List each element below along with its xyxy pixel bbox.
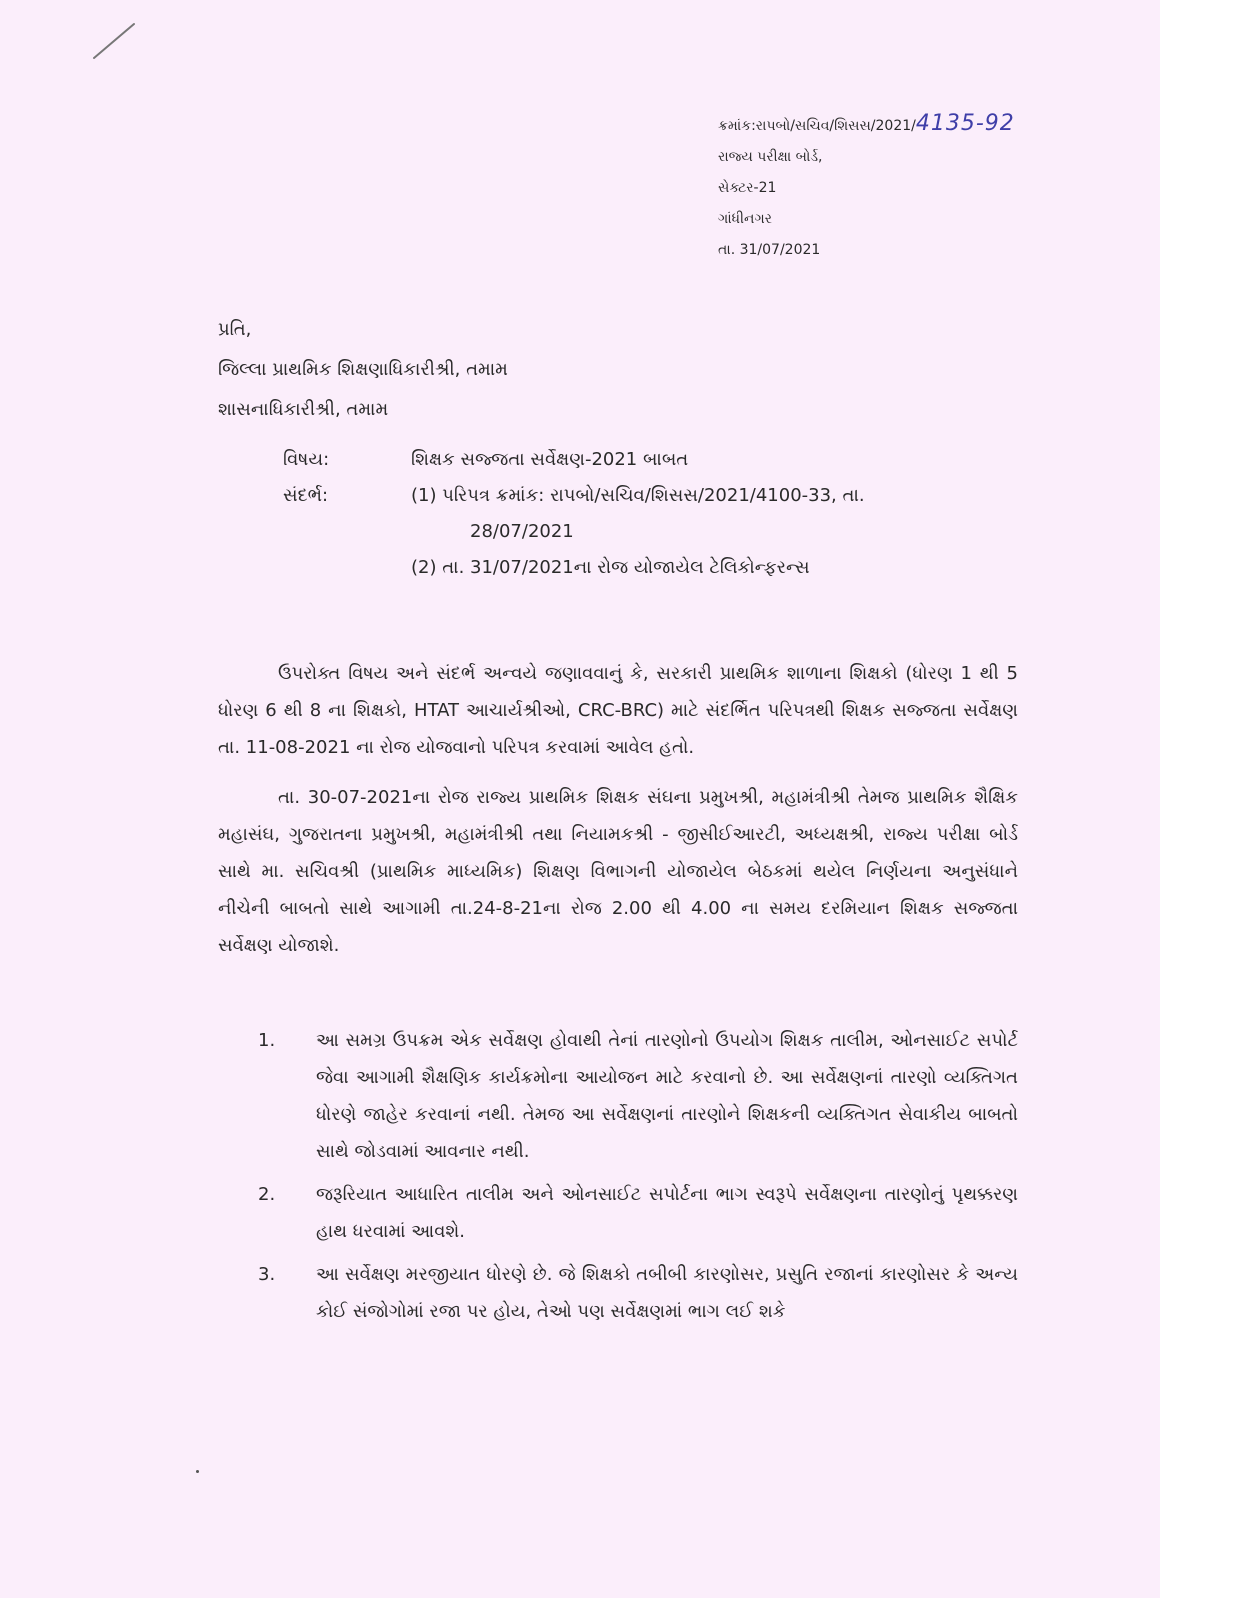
letter-body [218, 655, 1018, 1336]
list-item-text: આ સમગ્ર ઉપક્રમ એક સર્વેક્ષણ હોવાથી તેનાં તારણોનો ઉપયોગ શિક્ષક તાલીમ, ઓનસાઈટ સપોર્ટ જેવા આગામી શૈક્ષણિક કાર્યક્રમોના આયોજન માટે કરવાનો છે. આ સર્વેક્ષણનાં તારણો વ્યક્તિગત ધોરણે જાહેર કરવાનાં નથી. તેમજ આ સર્વેક્ષણનાં તારણોને શિક્ષકની વ્યક્તિગત સેવાકીય બાબતો સાથે જોડવામાં આવનાર નથી. [316, 1030, 1018, 1162]
list-item-text: આ સર્વેક્ષણ મરજીયાત ધોરણે છે. જે શિક્ષકો તબીબી કારણોસર, પ્રસુતિ રજાનાં કારણોસર કે અન્ય કોઈ સંજોગોમાં રજા પર હોય, તેઓ પણ સર્વેક્ષણમાં ભાગ લઈ શકે [316, 1264, 1018, 1322]
list-item [258, 1176, 1018, 1250]
list-item-number: 1. [258, 1030, 276, 1051]
subject-text: શિક્ષક સજ્જતા સર્વેક્ષણ-2021 બાબત [411, 449, 689, 470]
body-paragraph-1: ઉપરોક્ત વિષય અને સંદર્ભ અન્વયે જણાવવાનું કે, સરકારી પ્રાથમિક શાળાના શિક્ષકો (ધોરણ 1 થી 5 ધોરણ 6 થી 8 ના શિક્ષકો, HTAT આચાર્યશ્રીઓ, CRC-BRC) માટે સંદર્ભિત પરિપત્રથી શિક્ષક સજ્જતા સર્વેક્ષણ તા. 11-08-2021 ના રોજ યોજવાનો પરિપત્ર કરવામાં આવેલ હતો. [218, 663, 1018, 758]
subject-row [283, 442, 1043, 478]
reference-row-1 [283, 478, 1043, 514]
recipient-block [218, 310, 508, 430]
letter-date: તા. 31/07/2021 [718, 242, 821, 258]
reference-label: ક્રમાંક:રાપબો/સચિવ/શિસસ/2021/ [718, 118, 916, 134]
pen-stroke-mark [92, 22, 136, 60]
recipient-line-1: જિલ્લા પ્રાથમિક શિક્ષણાધિકારીશ્રી, તમામ [218, 359, 508, 380]
list-item [258, 1022, 1018, 1170]
scan-speck [196, 1470, 199, 1473]
letter-header [718, 108, 1138, 266]
list-item-number: 2. [258, 1184, 276, 1205]
reference-label-sandarbh: સંદર્ભ: [283, 485, 329, 506]
numbered-list [218, 1022, 1018, 1330]
reference-1-text: (1) પરિપત્ર ક્રમાંક: રાપબો/સચિવ/શિસસ/2021/4100-33, તા. [411, 485, 865, 506]
list-item [258, 1256, 1018, 1330]
reference-row-2 [283, 550, 1043, 586]
list-item-number: 3. [258, 1264, 276, 1285]
office-city: ગાંધીનગર [718, 211, 772, 227]
handwritten-reference-number: 4135-92 [915, 111, 1015, 136]
recipient-line-2: શાસનાધિકારીશ્રી, તમામ [218, 399, 389, 420]
subject-block [283, 442, 1043, 586]
subject-label: વિષય: [283, 449, 330, 470]
recipient-to: પ્રતિ, [218, 319, 252, 340]
office-name: રાજ્ય પરીક્ષા બોર્ડ, [718, 149, 823, 165]
reference-row-1-date [283, 514, 1043, 550]
office-sector: સેક્ટર-21 [718, 180, 777, 196]
list-item-text: જરૂરિયાત આધારિત તાલીમ અને ઓનસાઈટ સપોર્ટના ભાગ સ્વરૂપે સર્વેક્ષણના તારણોનું પૃથક્કરણ હાથ ધરવામાં આવશે. [316, 1184, 1018, 1242]
body-paragraph-2: તા. 30-07-2021ના રોજ રાજ્ય પ્રાથમિક શિક્ષક સંઘના પ્રમુખશ્રી, મહામંત્રીશ્રી તેમજ પ્રાથમિક શૈક્ષિક મહાસંઘ, ગુજરાતના પ્રમુખશ્રી, મહામંત્રીશ્રી તથા નિયામકશ્રી - જીસીઈઆરટી, અધ્યક્ષશ્રી, રાજ્ય પરીક્ષા બોર્ડ સાથે મા. સચિવશ્રી (પ્રાથમિક માધ્યમિક) શિક્ષણ વિભાગની યોજાયેલ બેઠકમાં થયેલ નિર્ણયના અનુસંધાને નીચેની બાબતો સાથે આગામી તા.24-8-21ના રોજ 2.00 થી 4.00 ના સમય દરમિયાન શિક્ષક સજ્જતા સર્વેક્ષણ યોજાશે. [218, 787, 1018, 956]
reference-number-line [718, 108, 1138, 142]
reference-2-text: (2) તા. 31/07/2021ના રોજ યોજાયેલ ટેલિકોન્ફરન્સ [411, 557, 810, 578]
reference-1-date: 28/07/2021 [470, 521, 574, 542]
